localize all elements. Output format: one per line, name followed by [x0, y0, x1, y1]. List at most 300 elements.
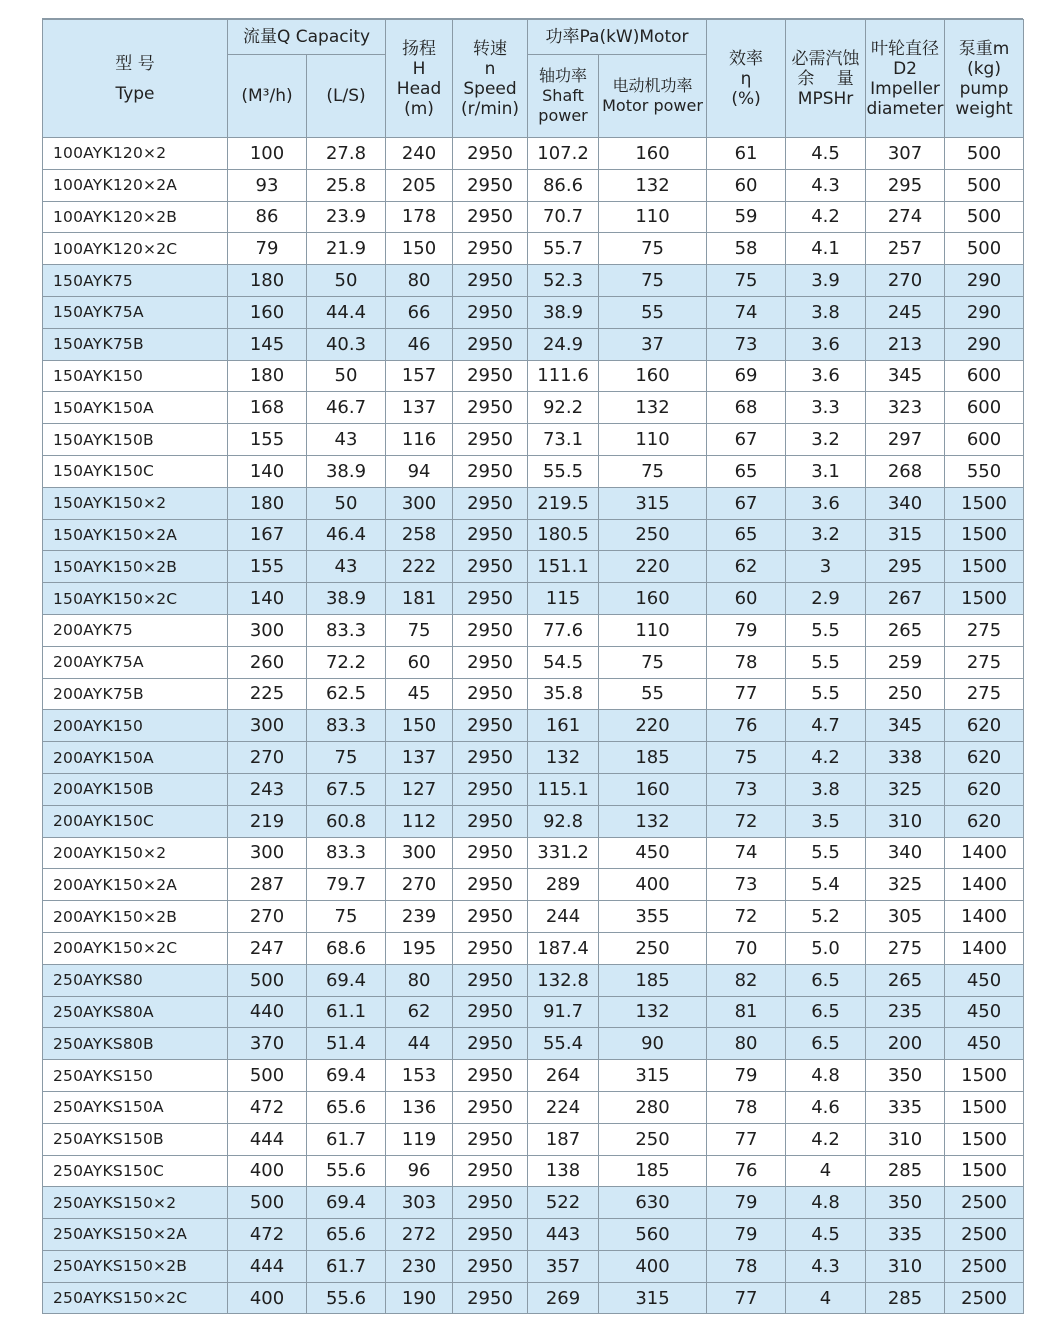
- impeller-cell: 245: [866, 296, 945, 328]
- motor-power-cell: 132: [599, 392, 707, 424]
- table-row: [43, 805, 1024, 837]
- npsh-cell: 3.3: [786, 392, 866, 424]
- header-shaft-power-line: power: [538, 106, 588, 125]
- table-row: [43, 678, 1024, 710]
- speed-cell: 2950: [453, 710, 528, 742]
- model-cell: 150AYK150×2C: [43, 583, 228, 615]
- impeller-cell: 307: [866, 138, 945, 170]
- efficiency-cell: 65: [707, 455, 786, 487]
- capacity-ls-cell: 50: [307, 487, 386, 519]
- motor-power-cell: 75: [599, 265, 707, 297]
- header-motor-power: [599, 55, 707, 138]
- motor-power-cell: 132: [599, 996, 707, 1028]
- weight-cell: 450: [945, 1028, 1024, 1060]
- head-cell: 303: [386, 1187, 453, 1219]
- capacity-m3h-cell: 180: [228, 487, 307, 519]
- head-cell: 150: [386, 233, 453, 265]
- npsh-cell: 3.5: [786, 805, 866, 837]
- motor-power-cell: 400: [599, 869, 707, 901]
- efficiency-cell: 58: [707, 233, 786, 265]
- capacity-ls-cell: 51.4: [307, 1028, 386, 1060]
- pump-spec-table: [42, 19, 1024, 1314]
- speed-cell: 2950: [453, 519, 528, 551]
- impeller-cell: 325: [866, 773, 945, 805]
- shaft-power-cell: 107.2: [528, 138, 599, 170]
- capacity-m3h-cell: 243: [228, 773, 307, 805]
- efficiency-cell: 74: [707, 296, 786, 328]
- impeller-cell: 310: [866, 1250, 945, 1282]
- motor-power-cell: 160: [599, 138, 707, 170]
- impeller-cell: 340: [866, 487, 945, 519]
- speed-cell: 2950: [453, 964, 528, 996]
- capacity-ls-cell: 69.4: [307, 964, 386, 996]
- table-row: [43, 964, 1024, 996]
- model-cell: 150AYK150×2: [43, 487, 228, 519]
- efficiency-cell: 62: [707, 551, 786, 583]
- head-cell: 178: [386, 201, 453, 233]
- capacity-m3h-cell: 400: [228, 1282, 307, 1314]
- table-row: [43, 583, 1024, 615]
- capacity-ls-cell: 72.2: [307, 646, 386, 678]
- shaft-power-cell: 180.5: [528, 519, 599, 551]
- table-row: [43, 1155, 1024, 1187]
- npsh-cell: 4: [786, 1282, 866, 1314]
- head-cell: 75: [386, 614, 453, 646]
- weight-cell: 500: [945, 201, 1024, 233]
- shaft-power-cell: 24.9: [528, 328, 599, 360]
- npsh-cell: 4.8: [786, 1060, 866, 1092]
- header-npsh-line: 必需汽蚀: [791, 48, 860, 69]
- capacity-ls-cell: 61.1: [307, 996, 386, 1028]
- efficiency-cell: 61: [707, 138, 786, 170]
- efficiency-cell: 60: [707, 583, 786, 615]
- shaft-power-cell: 522: [528, 1187, 599, 1219]
- motor-power-cell: 132: [599, 805, 707, 837]
- motor-power-cell: 560: [599, 1219, 707, 1251]
- header-motor-power-line: Motor power: [602, 96, 703, 115]
- header-efficiency-line: (%): [731, 88, 761, 109]
- head-cell: 94: [386, 455, 453, 487]
- table-row: [43, 1091, 1024, 1123]
- impeller-cell: 274: [866, 201, 945, 233]
- motor-power-cell: 630: [599, 1187, 707, 1219]
- impeller-cell: 338: [866, 742, 945, 774]
- table-row: [43, 265, 1024, 297]
- capacity-m3h-cell: 79: [228, 233, 307, 265]
- npsh-cell: 5.0: [786, 932, 866, 964]
- head-cell: 80: [386, 265, 453, 297]
- header-impeller: [866, 20, 945, 138]
- motor-power-cell: 55: [599, 296, 707, 328]
- model-cell: 250AYKS80A: [43, 996, 228, 1028]
- capacity-ls-cell: 79.7: [307, 869, 386, 901]
- header-speed: [453, 20, 528, 138]
- capacity-m3h-cell: 155: [228, 551, 307, 583]
- speed-cell: 2950: [453, 138, 528, 170]
- npsh-cell: 6.5: [786, 996, 866, 1028]
- capacity-m3h-cell: 180: [228, 360, 307, 392]
- npsh-cell: 4.5: [786, 138, 866, 170]
- capacity-ls-cell: 44.4: [307, 296, 386, 328]
- motor-power-cell: 110: [599, 201, 707, 233]
- table-row: [43, 869, 1024, 901]
- table-body: [43, 138, 1024, 1314]
- capacity-m3h-cell: 300: [228, 837, 307, 869]
- motor-power-cell: 160: [599, 773, 707, 805]
- head-cell: 46: [386, 328, 453, 360]
- motor-power-cell: 315: [599, 487, 707, 519]
- npsh-cell: 4.6: [786, 1091, 866, 1123]
- capacity-ls-cell: 75: [307, 742, 386, 774]
- efficiency-cell: 81: [707, 996, 786, 1028]
- header-speed-line: n: [484, 58, 496, 79]
- head-cell: 157: [386, 360, 453, 392]
- capacity-ls-cell: 27.8: [307, 138, 386, 170]
- capacity-ls-cell: 83.3: [307, 837, 386, 869]
- model-cell: 150AYK75A: [43, 296, 228, 328]
- head-cell: 150: [386, 710, 453, 742]
- efficiency-cell: 65: [707, 519, 786, 551]
- shaft-power-cell: 92.2: [528, 392, 599, 424]
- efficiency-cell: 79: [707, 1187, 786, 1219]
- table-row: [43, 932, 1024, 964]
- head-cell: 195: [386, 932, 453, 964]
- capacity-ls-cell: 68.6: [307, 932, 386, 964]
- table-row: [43, 551, 1024, 583]
- efficiency-cell: 72: [707, 805, 786, 837]
- header-head-line: Head: [396, 78, 442, 99]
- impeller-cell: 275: [866, 932, 945, 964]
- table-row: [43, 424, 1024, 456]
- capacity-ls-cell: 67.5: [307, 773, 386, 805]
- speed-cell: 2950: [453, 773, 528, 805]
- header-speed-line: 转速: [473, 38, 508, 59]
- head-cell: 181: [386, 583, 453, 615]
- shaft-power-cell: 115: [528, 583, 599, 615]
- motor-power-cell: 110: [599, 614, 707, 646]
- table-row: [43, 1028, 1024, 1060]
- efficiency-cell: 60: [707, 169, 786, 201]
- impeller-cell: 259: [866, 646, 945, 678]
- header-shaft-power: [528, 55, 599, 138]
- npsh-cell: 4.2: [786, 1123, 866, 1155]
- weight-cell: 500: [945, 138, 1024, 170]
- motor-power-cell: 132: [599, 169, 707, 201]
- capacity-m3h-cell: 500: [228, 1187, 307, 1219]
- capacity-m3h-cell: 300: [228, 710, 307, 742]
- impeller-cell: 265: [866, 614, 945, 646]
- impeller-cell: 345: [866, 360, 945, 392]
- head-cell: 60: [386, 646, 453, 678]
- model-cell: 200AYK150×2: [43, 837, 228, 869]
- speed-cell: 2950: [453, 1060, 528, 1092]
- efficiency-cell: 73: [707, 328, 786, 360]
- efficiency-cell: 73: [707, 869, 786, 901]
- head-cell: 258: [386, 519, 453, 551]
- capacity-ls-cell: 75: [307, 901, 386, 933]
- weight-cell: 620: [945, 710, 1024, 742]
- speed-cell: 2950: [453, 392, 528, 424]
- model-cell: 250AYKS80B: [43, 1028, 228, 1060]
- impeller-cell: 250: [866, 678, 945, 710]
- shaft-power-cell: 357: [528, 1250, 599, 1282]
- weight-cell: 1500: [945, 1123, 1024, 1155]
- npsh-cell: 5.4: [786, 869, 866, 901]
- header-speed-line: Speed: [463, 78, 517, 99]
- shaft-power-cell: 269: [528, 1282, 599, 1314]
- table-row: [43, 1187, 1024, 1219]
- npsh-cell: 3.6: [786, 360, 866, 392]
- impeller-cell: 305: [866, 901, 945, 933]
- npsh-cell: 3.8: [786, 296, 866, 328]
- weight-cell: 450: [945, 996, 1024, 1028]
- model-cell: 200AYK150A: [43, 742, 228, 774]
- model-cell: 200AYK150C: [43, 805, 228, 837]
- weight-cell: 600: [945, 392, 1024, 424]
- speed-cell: 2950: [453, 1187, 528, 1219]
- shaft-power-cell: 55.5: [528, 455, 599, 487]
- head-cell: 190: [386, 1282, 453, 1314]
- capacity-m3h-cell: 180: [228, 265, 307, 297]
- motor-power-cell: 250: [599, 932, 707, 964]
- speed-cell: 2950: [453, 583, 528, 615]
- capacity-ls-cell: 83.3: [307, 614, 386, 646]
- impeller-cell: 340: [866, 837, 945, 869]
- model-cell: 150AYK75B: [43, 328, 228, 360]
- capacity-ls-cell: 83.3: [307, 710, 386, 742]
- npsh-cell: 3.6: [786, 487, 866, 519]
- model-cell: 150AYK150B: [43, 424, 228, 456]
- efficiency-cell: 76: [707, 1155, 786, 1187]
- shaft-power-cell: 219.5: [528, 487, 599, 519]
- motor-power-cell: 37: [599, 328, 707, 360]
- npsh-cell: 2.9: [786, 583, 866, 615]
- capacity-m3h-cell: 86: [228, 201, 307, 233]
- model-cell: 250AYKS150×2B: [43, 1250, 228, 1282]
- model-cell: 250AYKS150A: [43, 1091, 228, 1123]
- weight-cell: 500: [945, 169, 1024, 201]
- model-cell: 150AYK150A: [43, 392, 228, 424]
- npsh-cell: 4.5: [786, 1219, 866, 1251]
- shaft-power-cell: 111.6: [528, 360, 599, 392]
- speed-cell: 2950: [453, 837, 528, 869]
- impeller-cell: 297: [866, 424, 945, 456]
- weight-cell: 290: [945, 328, 1024, 360]
- head-cell: 300: [386, 487, 453, 519]
- table-row: [43, 773, 1024, 805]
- motor-power-cell: 450: [599, 837, 707, 869]
- motor-power-cell: 250: [599, 1123, 707, 1155]
- impeller-cell: 235: [866, 996, 945, 1028]
- table-row: [43, 1123, 1024, 1155]
- motor-power-cell: 160: [599, 360, 707, 392]
- shaft-power-cell: 77.6: [528, 614, 599, 646]
- head-cell: 45: [386, 678, 453, 710]
- model-cell: 100AYK120×2A: [43, 169, 228, 201]
- table-row: [43, 1060, 1024, 1092]
- speed-cell: 2950: [453, 1250, 528, 1282]
- npsh-cell: 3.9: [786, 265, 866, 297]
- capacity-m3h-cell: 500: [228, 1060, 307, 1092]
- shaft-power-cell: 86.6: [528, 169, 599, 201]
- capacity-m3h-cell: 270: [228, 742, 307, 774]
- header-weight-line: weight: [955, 98, 1013, 119]
- shaft-power-cell: 73.1: [528, 424, 599, 456]
- motor-power-cell: 185: [599, 964, 707, 996]
- model-cell: 250AYKS150C: [43, 1155, 228, 1187]
- capacity-ls-cell: 69.4: [307, 1060, 386, 1092]
- motor-power-cell: 185: [599, 1155, 707, 1187]
- capacity-ls-cell: 55.6: [307, 1155, 386, 1187]
- model-cell: 250AYKS80: [43, 964, 228, 996]
- capacity-m3h-cell: 219: [228, 805, 307, 837]
- weight-cell: 275: [945, 646, 1024, 678]
- impeller-cell: 310: [866, 805, 945, 837]
- capacity-ls-cell: 46.4: [307, 519, 386, 551]
- motor-power-cell: 185: [599, 742, 707, 774]
- head-cell: 62: [386, 996, 453, 1028]
- speed-cell: 2950: [453, 869, 528, 901]
- weight-cell: 600: [945, 360, 1024, 392]
- header-npsh: [786, 20, 866, 138]
- model-cell: 200AYK150B: [43, 773, 228, 805]
- weight-cell: 500: [945, 233, 1024, 265]
- weight-cell: 1400: [945, 932, 1024, 964]
- efficiency-cell: 78: [707, 646, 786, 678]
- header-capacity-m3h: (M³/h): [228, 55, 307, 138]
- speed-cell: 2950: [453, 646, 528, 678]
- model-cell: 200AYK75A: [43, 646, 228, 678]
- speed-cell: 2950: [453, 455, 528, 487]
- table-row: [43, 646, 1024, 678]
- shaft-power-cell: 151.1: [528, 551, 599, 583]
- capacity-ls-cell: 23.9: [307, 201, 386, 233]
- impeller-cell: 200: [866, 1028, 945, 1060]
- npsh-cell: 3.1: [786, 455, 866, 487]
- capacity-ls-cell: 61.7: [307, 1123, 386, 1155]
- header-type-en: Type: [115, 83, 155, 104]
- npsh-cell: 5.2: [786, 901, 866, 933]
- capacity-ls-cell: 25.8: [307, 169, 386, 201]
- model-cell: 200AYK75B: [43, 678, 228, 710]
- efficiency-cell: 77: [707, 1123, 786, 1155]
- npsh-cell: 3: [786, 551, 866, 583]
- table-row: [43, 742, 1024, 774]
- impeller-cell: 270: [866, 265, 945, 297]
- efficiency-cell: 69: [707, 360, 786, 392]
- model-cell: 200AYK150×2C: [43, 932, 228, 964]
- npsh-cell: 3.6: [786, 328, 866, 360]
- header-efficiency-line: 效率: [729, 48, 764, 69]
- header-impeller-line: Impeller: [870, 78, 940, 99]
- weight-cell: 290: [945, 265, 1024, 297]
- npsh-cell: 6.5: [786, 964, 866, 996]
- efficiency-cell: 77: [707, 1282, 786, 1314]
- shaft-power-cell: 52.3: [528, 265, 599, 297]
- impeller-cell: 350: [866, 1187, 945, 1219]
- head-cell: 272: [386, 1219, 453, 1251]
- speed-cell: 2950: [453, 328, 528, 360]
- model-cell: 150AYK150: [43, 360, 228, 392]
- impeller-cell: 285: [866, 1155, 945, 1187]
- table-row: [43, 233, 1024, 265]
- capacity-ls-cell: 69.4: [307, 1187, 386, 1219]
- shaft-power-cell: 187.4: [528, 932, 599, 964]
- model-cell: 250AYKS150×2A: [43, 1219, 228, 1251]
- capacity-m3h-cell: 247: [228, 932, 307, 964]
- shaft-power-cell: 35.8: [528, 678, 599, 710]
- speed-cell: 2950: [453, 1282, 528, 1314]
- capacity-ls-cell: 62.5: [307, 678, 386, 710]
- model-cell: 250AYKS150B: [43, 1123, 228, 1155]
- efficiency-cell: 79: [707, 1060, 786, 1092]
- speed-cell: 2950: [453, 1155, 528, 1187]
- weight-cell: 620: [945, 773, 1024, 805]
- shaft-power-cell: 289: [528, 869, 599, 901]
- header-npsh-line: 余 量: [797, 68, 854, 89]
- capacity-ls-cell: 50: [307, 265, 386, 297]
- motor-power-cell: 315: [599, 1282, 707, 1314]
- capacity-ls-cell: 38.9: [307, 455, 386, 487]
- impeller-cell: 295: [866, 169, 945, 201]
- efficiency-cell: 59: [707, 201, 786, 233]
- shaft-power-cell: 244: [528, 901, 599, 933]
- head-cell: 153: [386, 1060, 453, 1092]
- table-row: [43, 138, 1024, 170]
- shaft-power-cell: 161: [528, 710, 599, 742]
- header-weight: [945, 20, 1024, 138]
- capacity-m3h-cell: 270: [228, 901, 307, 933]
- header-weight-line: pump: [959, 78, 1009, 99]
- weight-cell: 1500: [945, 1091, 1024, 1123]
- motor-power-cell: 75: [599, 233, 707, 265]
- table-row: [43, 1219, 1024, 1251]
- capacity-ls-cell: 43: [307, 551, 386, 583]
- table-row: [43, 169, 1024, 201]
- head-cell: 116: [386, 424, 453, 456]
- model-cell: 150AYK150×2B: [43, 551, 228, 583]
- speed-cell: 2950: [453, 1028, 528, 1060]
- efficiency-cell: 76: [707, 710, 786, 742]
- npsh-cell: 4.3: [786, 1250, 866, 1282]
- impeller-cell: 268: [866, 455, 945, 487]
- npsh-cell: 3.2: [786, 424, 866, 456]
- capacity-m3h-cell: 440: [228, 996, 307, 1028]
- shaft-power-cell: 443: [528, 1219, 599, 1251]
- weight-cell: 1500: [945, 551, 1024, 583]
- impeller-cell: 323: [866, 392, 945, 424]
- efficiency-cell: 79: [707, 1219, 786, 1251]
- capacity-m3h-cell: 167: [228, 519, 307, 551]
- motor-power-cell: 220: [599, 710, 707, 742]
- model-cell: 100AYK120×2C: [43, 233, 228, 265]
- capacity-m3h-cell: 225: [228, 678, 307, 710]
- table-row: [43, 328, 1024, 360]
- head-cell: 205: [386, 169, 453, 201]
- capacity-m3h-cell: 140: [228, 455, 307, 487]
- table-row: [43, 1282, 1024, 1314]
- capacity-m3h-cell: 500: [228, 964, 307, 996]
- speed-cell: 2950: [453, 201, 528, 233]
- model-cell: 250AYKS150×2: [43, 1187, 228, 1219]
- npsh-cell: 4: [786, 1155, 866, 1187]
- capacity-m3h-cell: 168: [228, 392, 307, 424]
- capacity-ls-cell: 38.9: [307, 583, 386, 615]
- head-cell: 137: [386, 392, 453, 424]
- shaft-power-cell: 55.7: [528, 233, 599, 265]
- weight-cell: 1500: [945, 519, 1024, 551]
- head-cell: 119: [386, 1123, 453, 1155]
